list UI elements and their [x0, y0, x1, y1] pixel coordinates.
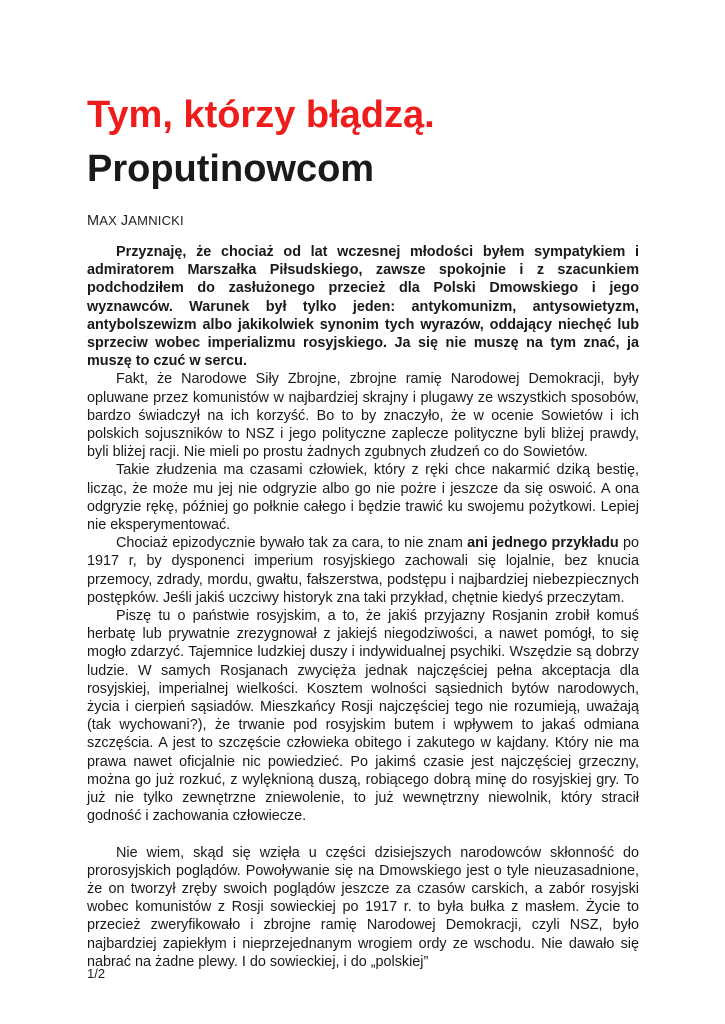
paragraph-tsar-start: Chociaż epizodycznie bywało tak za cara, to nie znam [116, 535, 468, 552]
paragraph-tsar-emphasis: ani jednego przykładu [467, 535, 619, 552]
paragraph-russian-state: Piszę tu o państwie rosyjskim, a to, że jakiś przyjazny Rosjanin zrobił komuś herbatę lub prywatnie zrezygnował z jakiejś niegodziwości, a nawet pomógł, to się mogło zdarzyć. Tajemnice ludzkiej duszy i indywidualnej psychiki. Wszędzie są dobrzy ludzie. W samych Rosjanach zwycięża jednak najczęściej pełna akceptacja dla rosyjskiej, imperialnej wielkości. Kosztem wolności sąsiednich bytów narodowych, życia i cierpień sąsiadów. Mieszkańcy Rosji najczęściej tego nie rozumieją, uważają (tak wychowani?), że trwanie pod rosyjskim butem i wpływem to jakaś odmiana szczęścia. A jest to szczęście człowieka obitego i zakutego w kajdany. Który nie ma prawa nawet oficjalnie nic powiedzieć. Po jakimś czasie jest najczęściej grzeczny, można go już rozkuć, z wylęknioną duszą, robiącego dobrą minę do rosyjskiej gry. To już nie tylko zewnętrzne zniewolenie, to już wewnętrzny niewolnik, który stracił godność i zachowania człowiecze. [87, 608, 639, 825]
author-first-initial: M [87, 213, 100, 229]
author-first-rest: AX [99, 213, 118, 228]
article-body [87, 243, 639, 971]
author-last-initial: J [120, 213, 129, 229]
paragraph-tsar-end: po 1917 r, by dysponenci imperium rosyjskiego zachowali się lojalnie, bez knucia przemocy, zdrady, mordu, gwałtu, fałszerstwa, podstępu i najbardziej niebezpiecznych postępków. Jeśli jakiś uczciwy historyk zna taki przykład, chętnie kiedyś przeczytam. [87, 535, 639, 606]
paragraph-tsar [87, 534, 639, 607]
paragraph-illusions: Takie złudzenia ma czasami człowiek, który z ręki chce nakarmić dziką bestię, licząc, że może mu jej nie odgryzie albo go nie pożre i jeszcze da się oswoić. A ona odgryzie rękę, później go połknie całego i będzie trawić ku swojemu pożytkowi. Lepiej nie eksperymentować. [87, 462, 639, 534]
title-line-black: Proputinowcom [87, 148, 375, 190]
paragraph-nationalists: Nie wiem, skąd się wzięła u części dzisiejszych narodowców skłonność do prorosyjskich poglądów. Powoływanie się na Dmowskiego jest o tyle nieuzasadnione, że on tworzył zręby swoich poglądów jeszcze za czasów carskich, a zabór rosyjski wobec komunistów z Rosji sowieckiej po 1917 r. to była bułka z masłem. Życie to przecież zweryfikowało i zbrojne ramię Narodowej Demokracji, czyli NSZ, było najbardziej zapiekłym i nieprzejednanym wrogiem ordy ze wschodu. Nie dawało się nabrać na żadne plewy. I do sowieckiej, i do „polskiej” [87, 844, 639, 970]
lead-paragraph: Przyznaję, że chociaż od lat wczesnej młodości byłem sympatykiem i admiratorem Marszałka Piłsudskiego, zawsze spokojnie i z szacunkiem podchodziłem do zasłużonego przecież dla Polski Dmowskiego i jego wyznawców. Warunek był tylko jeden: antykomunizm, antysowietyzm, antybolszewizm albo jakikolwiek synonim tych wyrazów, oddający niechęć lub sprzeciw wobec imperializmu rosyjskiego. Ja się nie muszę na tym znać, ja muszę to czuć w sercu. [87, 244, 639, 370]
title-line-red: Tym, którzy błądzą. [87, 94, 435, 136]
page-number: 1/2 [87, 966, 106, 981]
author-last-rest: AMNICKI [128, 213, 184, 228]
author-byline [87, 213, 184, 229]
article-title [87, 88, 435, 196]
paragraph-nsz: Fakt, że Narodowe Siły Zbrojne, zbrojne ramię Narodowej Demokracji, były opluwane przez komunistów w najbardziej skrajny i plugawy ze wszystkich sposobów, bardzo świadczył na ich korzyść. Bo to by znaczyło, że w ocenie Sowietów i ich polskich sojuszników to NSZ i jego polityczne zaplecze polityczne byli bliżej prawdy, byli bliżej racji. Nie mieli po prostu żadnych zgubnych złudzeń co do Sowietów. [87, 371, 639, 461]
